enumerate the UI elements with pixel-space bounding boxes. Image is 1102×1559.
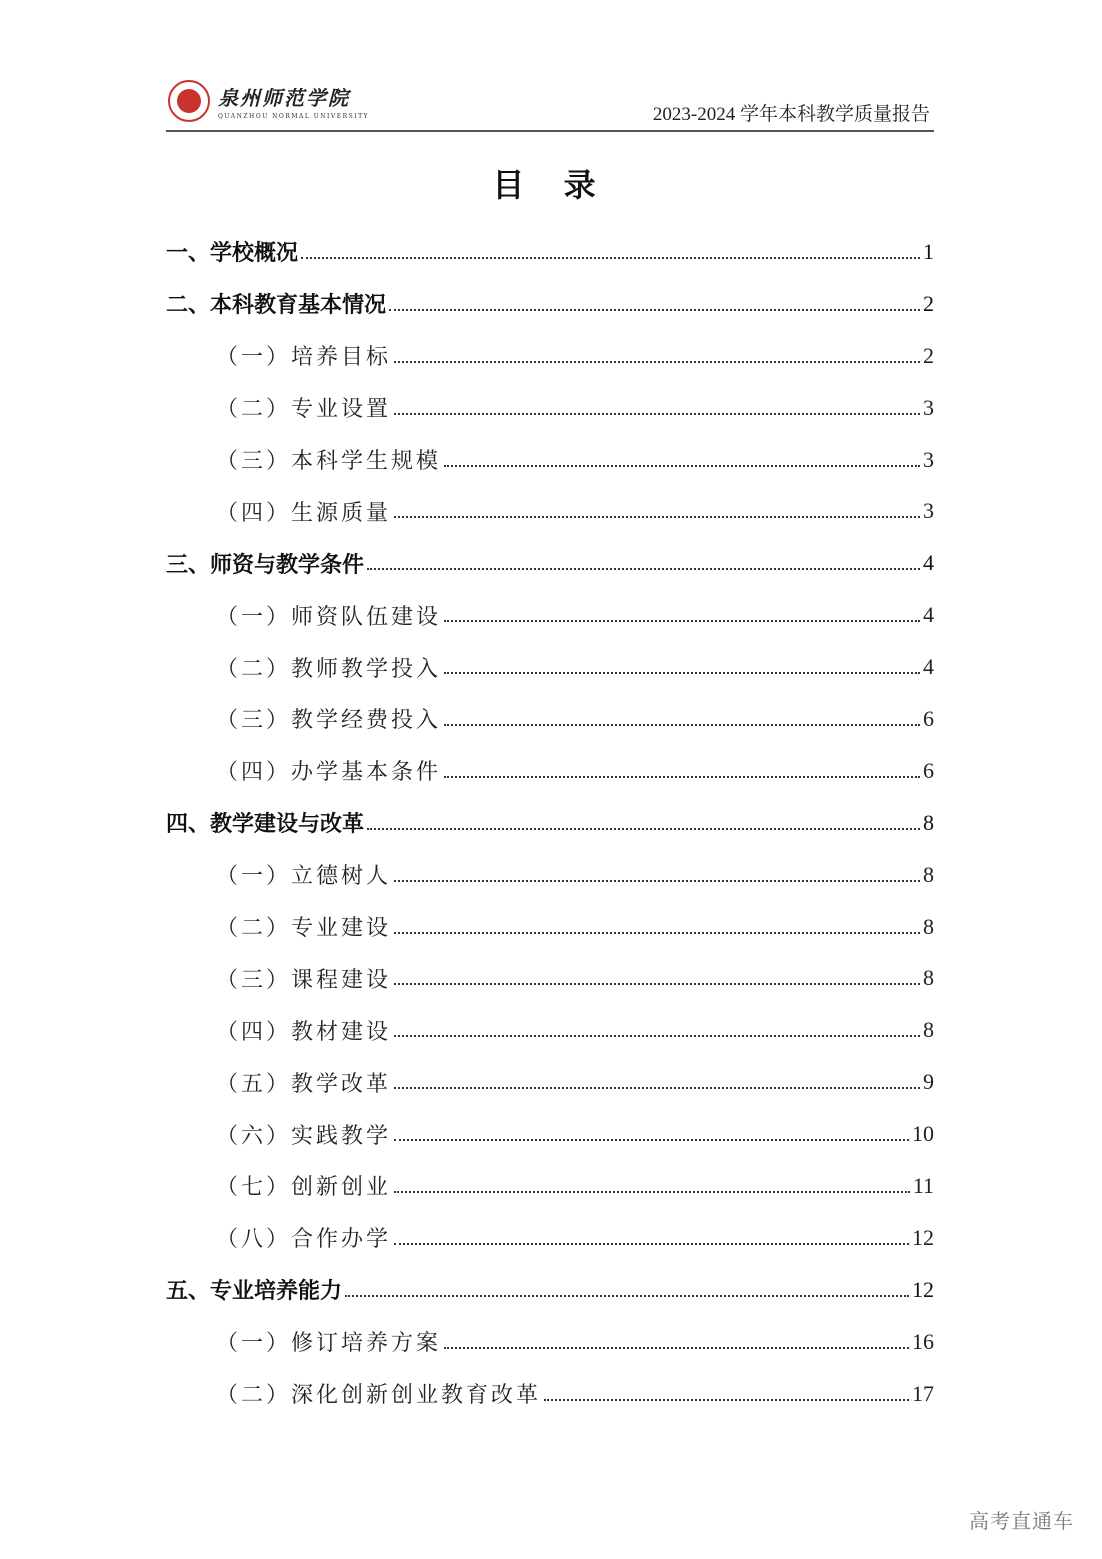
dot-leader bbox=[444, 672, 920, 674]
toc-entry-page: 4 bbox=[923, 550, 934, 576]
toc-entry-page: 8 bbox=[923, 1017, 934, 1043]
toc-entry-label: （四）办学基本条件 bbox=[216, 760, 442, 786]
toc-entry-label: （八）合作办学 bbox=[216, 1227, 392, 1253]
toc-entry-page: 6 bbox=[923, 705, 934, 731]
toc-entry[interactable] bbox=[166, 745, 934, 797]
toc-entry-page: 8 bbox=[923, 809, 934, 835]
toc-entry-page: 12 bbox=[912, 1224, 934, 1250]
dot-leader bbox=[394, 1191, 910, 1193]
toc-entry-page: 2 bbox=[923, 290, 934, 316]
toc-entry-page: 3 bbox=[923, 498, 934, 524]
toc-entry-label: 四、教学建设与改革 bbox=[166, 812, 365, 838]
dot-leader bbox=[394, 1035, 920, 1037]
toc-entry[interactable] bbox=[166, 1056, 934, 1108]
university-logo bbox=[168, 80, 369, 122]
toc-entry[interactable] bbox=[166, 693, 934, 745]
dot-leader bbox=[367, 828, 920, 830]
dot-leader bbox=[389, 309, 920, 311]
toc-entry[interactable] bbox=[166, 278, 934, 330]
toc-entry[interactable] bbox=[166, 382, 934, 434]
toc-entry-label: （六）实践教学 bbox=[216, 1123, 392, 1149]
toc-entry-page: 9 bbox=[923, 1069, 934, 1095]
toc-entry[interactable] bbox=[166, 1212, 934, 1264]
toc-entry-page: 6 bbox=[923, 757, 934, 783]
dot-leader bbox=[444, 724, 920, 726]
toc-entry-page: 8 bbox=[923, 913, 934, 939]
toc-entry-label: 一、学校概况 bbox=[166, 241, 299, 267]
toc-entry-page: 10 bbox=[912, 1121, 934, 1147]
toc-entry-page: 8 bbox=[923, 861, 934, 887]
toc-entry[interactable] bbox=[166, 589, 934, 641]
dot-leader bbox=[394, 880, 920, 882]
dot-leader bbox=[394, 413, 920, 415]
dot-leader bbox=[544, 1399, 909, 1401]
logo-chinese-name: 泉州师范学院 bbox=[218, 86, 350, 110]
toc-entry[interactable] bbox=[166, 1004, 934, 1056]
dot-leader bbox=[394, 516, 920, 518]
toc-entry[interactable] bbox=[166, 1108, 934, 1160]
toc-entry-label: （二）教师教学投入 bbox=[216, 656, 442, 682]
page-header bbox=[166, 74, 934, 132]
toc-entry[interactable] bbox=[166, 537, 934, 589]
toc-entry-page: 2 bbox=[923, 342, 934, 368]
dot-leader bbox=[394, 1243, 909, 1245]
toc-entry-label: （二）专业建设 bbox=[216, 916, 392, 942]
logo-english-name: QUANZHOU NORMAL UNIVERSITY bbox=[218, 113, 370, 120]
toc-entry-label: 五、专业培养能力 bbox=[166, 1279, 343, 1305]
dot-leader bbox=[444, 465, 920, 467]
toc-entry[interactable] bbox=[166, 1160, 934, 1212]
toc-entry-label: 二、本科教育基本情况 bbox=[166, 293, 387, 319]
table-of-contents bbox=[166, 226, 934, 1419]
toc-entry-label: （四）教材建设 bbox=[216, 1019, 392, 1045]
toc-entry-label: （四）生源质量 bbox=[216, 500, 392, 526]
toc-entry[interactable] bbox=[166, 952, 934, 1004]
toc-title: 目 录 bbox=[492, 166, 610, 204]
dot-leader bbox=[394, 1087, 920, 1089]
toc-entry-page: 4 bbox=[923, 602, 934, 628]
toc-entry-page: 3 bbox=[923, 394, 934, 420]
toc-entry[interactable] bbox=[166, 1368, 934, 1420]
dot-leader bbox=[394, 932, 920, 934]
toc-entry-label: （一）修订培养方案 bbox=[216, 1331, 442, 1357]
toc-entry-label: 三、师资与教学条件 bbox=[166, 552, 365, 578]
toc-entry-label: （二）深化创新创业教育改革 bbox=[216, 1383, 542, 1409]
toc-entry-label: （三）教学经费投入 bbox=[216, 708, 442, 734]
dot-leader bbox=[444, 776, 920, 778]
toc-entry[interactable] bbox=[166, 849, 934, 901]
report-title: 2023-2024 学年本科教学质量报告 bbox=[652, 104, 930, 125]
toc-entry[interactable] bbox=[166, 1264, 934, 1316]
dot-leader bbox=[301, 257, 920, 259]
dot-leader bbox=[444, 1347, 909, 1349]
toc-entry-label: （五）教学改革 bbox=[216, 1071, 392, 1097]
dot-leader bbox=[394, 1139, 909, 1141]
toc-entry-page: 1 bbox=[923, 238, 934, 264]
watermark: 高考直通车 bbox=[969, 1509, 1074, 1533]
toc-entry-label: （一）培养目标 bbox=[216, 345, 392, 371]
toc-entry-page: 17 bbox=[912, 1380, 934, 1406]
toc-entry-label: （二）专业设置 bbox=[216, 397, 392, 423]
dot-leader bbox=[367, 568, 920, 570]
toc-entry[interactable] bbox=[166, 226, 934, 278]
toc-entry[interactable] bbox=[166, 901, 934, 953]
toc-entry-label: （三）课程建设 bbox=[216, 967, 392, 993]
toc-entry-label: （三）本科学生规模 bbox=[216, 449, 442, 474]
toc-entry-page: 11 bbox=[912, 1172, 934, 1198]
toc-entry-label: （一）师资队伍建设 bbox=[216, 604, 442, 630]
dot-leader bbox=[394, 361, 920, 363]
toc-entry[interactable] bbox=[166, 641, 934, 693]
toc-entry[interactable] bbox=[166, 434, 934, 486]
university-seal-icon bbox=[168, 80, 210, 122]
toc-entry-label: （一）立德树人 bbox=[216, 864, 392, 890]
toc-entry-page: 16 bbox=[912, 1328, 934, 1354]
toc-entry[interactable] bbox=[166, 330, 934, 382]
dot-leader bbox=[345, 1295, 909, 1297]
dot-leader bbox=[444, 620, 920, 622]
toc-entry-page: 3 bbox=[923, 446, 934, 472]
dot-leader bbox=[394, 983, 920, 985]
toc-entry-page: 8 bbox=[923, 965, 934, 991]
toc-entry-page: 12 bbox=[912, 1276, 934, 1302]
toc-entry[interactable] bbox=[166, 797, 934, 849]
toc-entry[interactable] bbox=[166, 485, 934, 537]
toc-entry-page: 4 bbox=[923, 654, 934, 680]
toc-entry-label: （七）创新创业 bbox=[216, 1175, 392, 1201]
toc-entry[interactable] bbox=[166, 1316, 934, 1368]
